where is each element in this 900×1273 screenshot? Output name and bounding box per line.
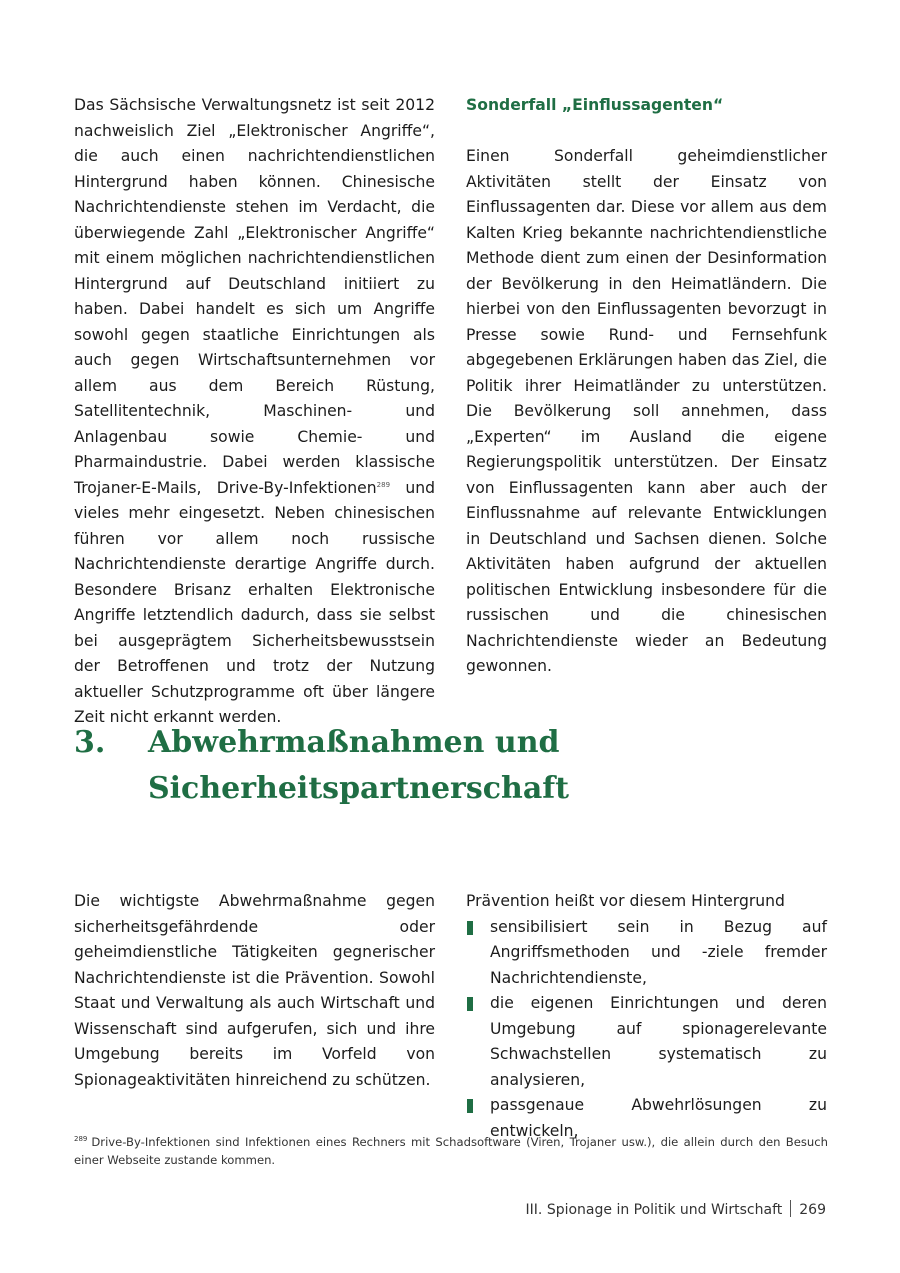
list-item — [466, 991, 827, 1093]
footnote-text: Drive-By-Infektionen sind Infektionen eines Rechners mit Schadsoftware (Viren, Trojaner usw.), die allein durch den Besuch einer Webseite zustande kommen. — [74, 1135, 828, 1167]
footnote — [74, 1133, 828, 1169]
prevention-list — [466, 915, 827, 1145]
page-footer — [526, 1200, 826, 1218]
footer-divider — [790, 1200, 791, 1217]
list-intro: Prävention heißt vor diesem Hintergrund — [466, 892, 785, 910]
paragraph-electronic-attacks — [74, 93, 435, 731]
page-number: 269 — [799, 1202, 826, 1218]
bullet-icon — [467, 921, 473, 935]
list-item-text: die eigenen Einrichtungen und deren Umgebung auf spionagerelevante Schwachstellen systematisch zu analysieren, — [490, 994, 827, 1089]
list-item-text: passgenaue Abwehrlösungen zu entwickeln, — [490, 1096, 827, 1140]
chapter-heading — [74, 720, 834, 812]
list-item-text: sensibilisiert sein in Bezug auf Angriffsmethoden und -ziele fremder Nachrichtendienste, — [490, 917, 827, 987]
subheading-einflussagenten: Sonderfall „Einflussagenten“ — [466, 96, 724, 114]
bullet-icon — [467, 1099, 473, 1113]
footer-section-title: III. Spionage in Politik und Wirtschaft — [525, 1202, 783, 1218]
paragraph-text-part-1: Das Sächsische Verwaltungsnetz ist seit 2012 nachweislich Ziel „Elektronischer Angriffe“, die auch einen nachrichtendienstlichen Hintergrund haben können. Chinesische Nachrichtendienste stehen im Verdacht, die überwiegende Zahl „Elektronischer Angriffe“ mit einem möglichen nachrichtendienstlichen Hintergrund auf Deutschland initiiert zu haben. Dabei handelt es sich um Angriffe sowohl gegen staatliche Einrichtungen als auch gegen Wirtschaftsunternehmen vor allem aus dem Bereich Rüstung, Satellitentechnik, Maschinen- und Anlagenbau sowie Chemie- und Pharmaindustrie. Dabei werden klassische Trojaner-E-Mails, Drive-By-Infektionen — [74, 96, 435, 497]
paragraph-einflussagenten: Einen Sonderfall geheimdienstlicher Aktivitäten stellt der Einsatz von Einflussagenten dar. Diese vor allem aus dem Kalten Krieg bekannte nachrichtendienstliche Methode dient zum einen der Desinformation der Bevölkerung in den Heimatländern. Die hierbei von den Einflussagenten bevorzugt in Presse sowie Rund- und Fernsehfunk abgegebenen Erklärungen haben das Ziel, die Politik ihrer Heimatländer zu unterstützen. Die Bevölkerung soll annehmen, dass „Experten“ im Ausland die eigene Regierungspolitik unterstützen. Der Einsatz von Einflussagenten kann aber auch der Einflussnahme auf relevante Entwicklungen in Deutschland und Sachsen dienen. Solche Aktivitäten haben aufgrund der aktuellen politischen Entwicklung insbesondere für die russischen und die chinesischen Nachrichtendienste wieder an Bedeutung gewonnen. — [466, 147, 827, 675]
body-column-top-left — [74, 93, 435, 731]
chapter-title-line-2: Sicherheitspartnerschaft — [148, 771, 570, 806]
list-item — [466, 915, 827, 992]
chapter-title — [148, 720, 834, 812]
body-column-top-right — [466, 93, 827, 680]
paragraph-prevention: Die wichtigste Abwehrmaßnahme gegen sicherheitsgefährdende oder geheimdienstliche Tätigkeiten gegnerischer Nachrichtendienste ist die Prävention. Sowohl Staat und Verwaltung als auch Wirtschaft und Wissenschaft sind aufgerufen, sich und ihre Umgebung bereits im Vorfeld von Spionageaktivitäten hinreichend zu schützen. — [74, 892, 435, 1089]
chapter-number: 3. — [74, 725, 106, 760]
bullet-icon — [467, 997, 473, 1011]
body-column-bottom-right — [466, 889, 827, 1144]
paragraph-text-part-2: und vieles mehr eingesetzt. Neben chinesischen führen vor allem noch russische Nachrichtendienste derartige Angriffe durch. Besondere Brisanz erhalten Elektronische Angriffe letztendlich dadurch, dass sie selbst bei ausgeprägtem Sicherheitsbewusstsein der Betroffenen und trotz der Nutzung aktueller Schutzprogramme oft über längere Zeit nicht erkannt werden. — [74, 478, 435, 726]
body-column-bottom-left — [74, 889, 435, 1093]
chapter-title-line-1: Abwehrmaßnahmen und — [148, 725, 560, 760]
footnote-number: 289 — [74, 1135, 88, 1143]
footnote-reference[interactable]: 289 — [376, 480, 391, 489]
